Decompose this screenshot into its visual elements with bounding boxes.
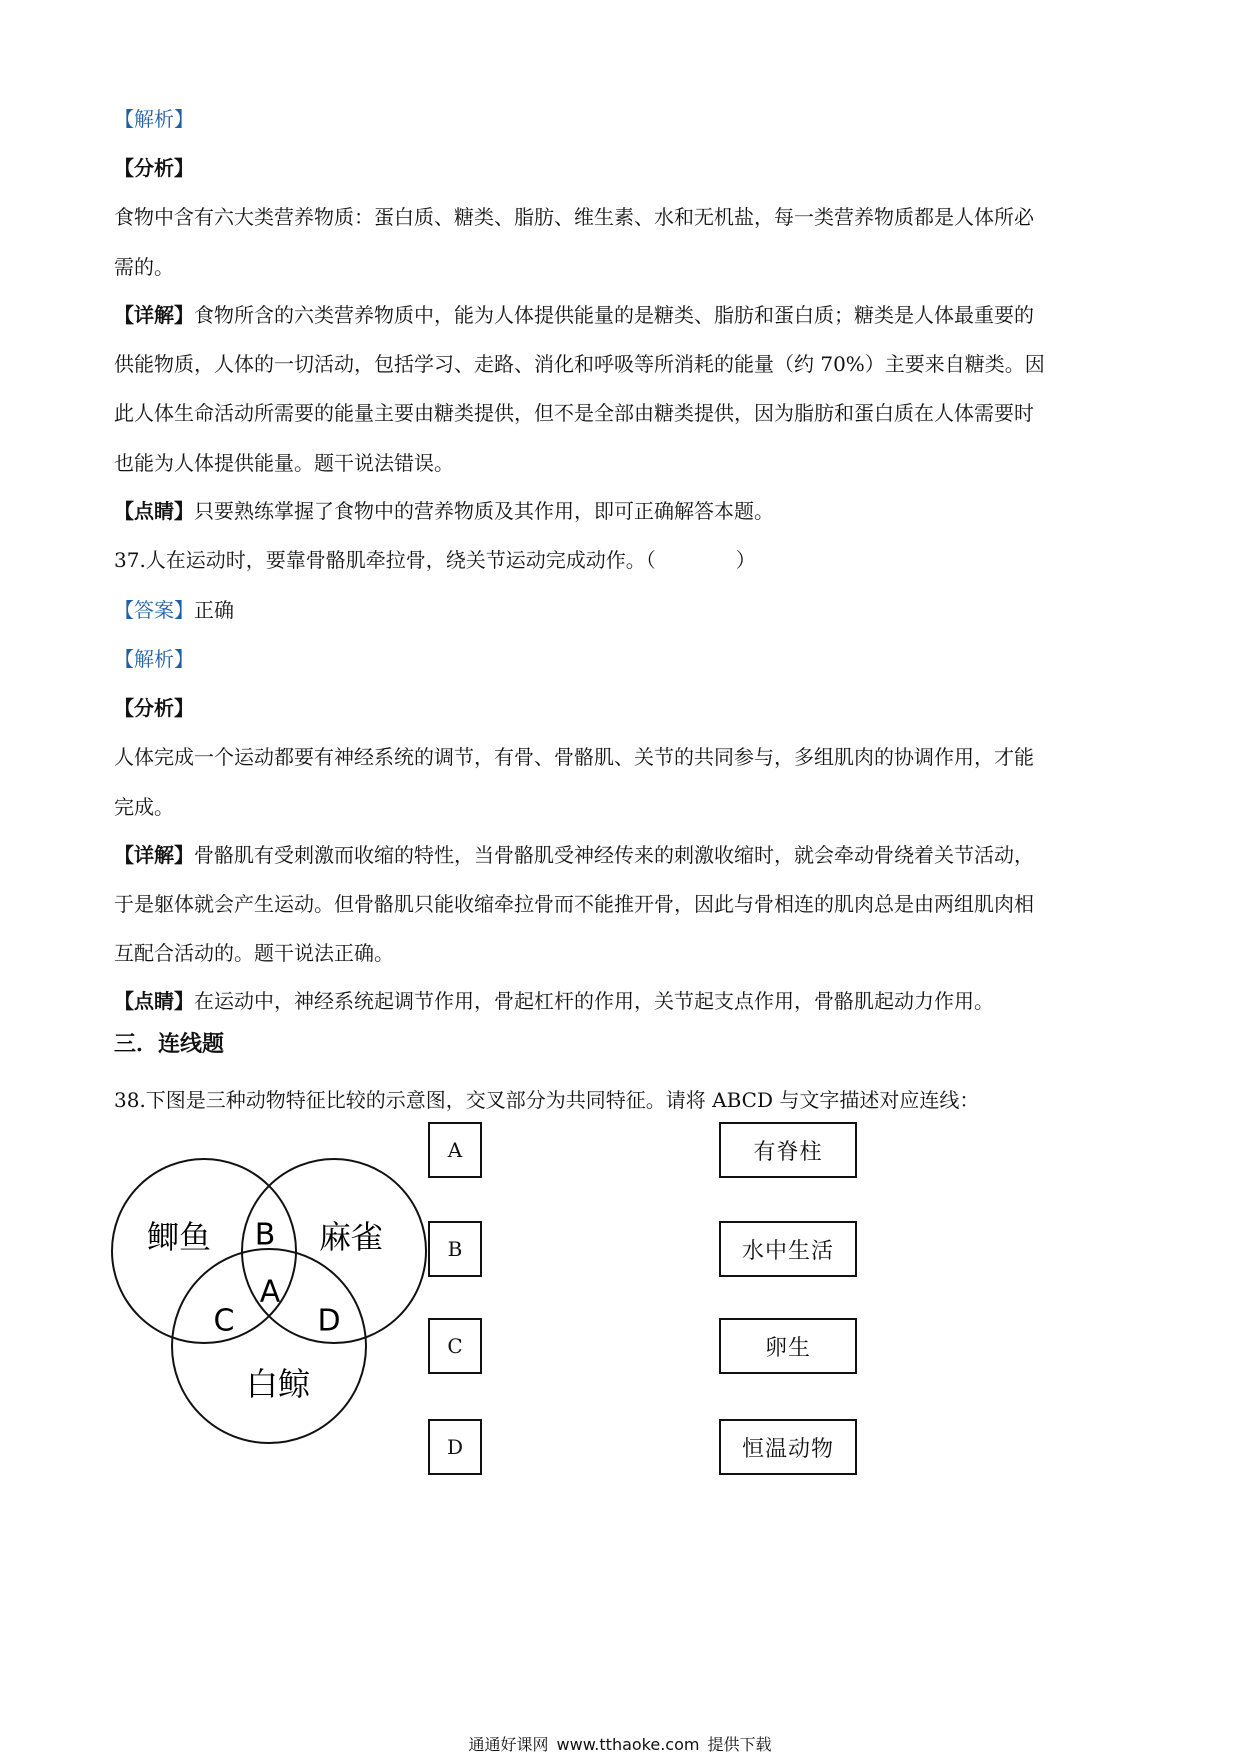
q36-xiangjie-line4: 也能为人体提供能量。题干说法错误。 [114, 451, 454, 475]
letter-box-a[interactable]: A [428, 1122, 482, 1178]
q37-answer: 正确 [194, 598, 234, 622]
footer-url[interactable]: www.tthaoke.com [556, 1735, 700, 1754]
q36-xiangjie-tag: 【详解】 [114, 303, 194, 327]
section-title: 三．连线题 [114, 1032, 225, 1057]
letter-box-b[interactable]: B [428, 1221, 482, 1277]
q36-dianjing-tag: 【点睛】 [114, 499, 194, 523]
q37-xiangjie-text1: 骨骼肌有受刺激而收缩的特性，当骨骼肌受神经传来的刺激收缩时，就会牵动骨绕着关节活动， [194, 843, 1034, 867]
q37-answer-tag: 【答案】 [114, 598, 194, 622]
q37-dianjing-text: 在运动中，神经系统起调节作用，骨起杠杆的作用，关节起支点作用，骨骼肌起动力作用。 [194, 989, 994, 1013]
q36-xiangjie-line2: 供能物质，人体的一切活动，包括学习、走路、消化和呼吸等所消耗的能量（约 70%）主要来自糖类。因 [114, 352, 1045, 376]
q36-xiangjie-line3: 此人体生命活动所需要的能量主要由糖类提供，但不是全部由糖类提供，因为脂肪和蛋白质在人体需要时 [114, 401, 1034, 425]
venn-diagram [106, 1150, 436, 1460]
q37-jiexi-heading: 【解析】 [114, 647, 194, 671]
venn-region-d: D [317, 1303, 341, 1339]
desc-box-aquatic[interactable]: 水中生活 [719, 1221, 857, 1277]
q36-jiexi-heading: 【解析】 [114, 107, 194, 131]
letter-box-d[interactable]: D [428, 1419, 482, 1475]
q37-fenxi-line1: 人体完成一个运动都要有神经系统的调节，有骨、骨骼肌、关节的共同参与，多组肌肉的协调作用，才能 [114, 745, 1034, 769]
q36-xiangjie-line1 [114, 302, 1034, 328]
q36-dianjing-line [114, 498, 774, 524]
q37-xiangjie-tag: 【详解】 [114, 843, 194, 867]
q37-fenxi-line2: 完成。 [114, 795, 174, 819]
q37-answer-line [114, 597, 234, 623]
q37-xiangjie-line1 [114, 842, 1034, 868]
venn-label-animal2: 麻雀 [318, 1218, 384, 1256]
letter-box-c[interactable]: C [428, 1318, 482, 1374]
desc-box-vertebrae[interactable]: 有脊柱 [719, 1122, 857, 1178]
q37-xiangjie-line3: 互配合活动的。题干说法正确。 [114, 941, 394, 965]
q37-xiangjie-line2: 于是躯体就会产生运动。但骨骼肌只能收缩牵拉骨而不能推开骨，因此与骨相连的肌肉总是由两组肌肉相 [114, 892, 1034, 916]
footer-suffix: 提供下载 [707, 1735, 772, 1754]
venn-region-c: C [213, 1303, 235, 1339]
q37-question: 37.人在运动时，要靠骨骼肌牵拉骨，绕关节运动完成动作。（ ） [114, 548, 756, 572]
desc-box-oviparous[interactable]: 卵生 [719, 1318, 857, 1374]
venn-region-b: B [254, 1217, 276, 1253]
venn-region-a: A [259, 1274, 281, 1310]
venn-label-animal3: 白鲸 [245, 1365, 311, 1403]
q36-fenxi-line1: 食物中含有六大类营养物质：蛋白质、糖类、脂肪、维生素、水和无机盐，每一类营养物质都是人体所必 [114, 205, 1034, 229]
footer-site-name: 通通好课网 [468, 1735, 549, 1754]
q36-xiangjie-text1: 食物所含的六类营养物质中，能为人体提供能量的是糖类、脂肪和蛋白质；糖类是人体最重要的 [194, 303, 1034, 327]
page-footer [0, 1732, 1240, 1755]
q37-dianjing-tag: 【点睛】 [114, 989, 194, 1013]
q36-dianjing-text: 只要熟练掌握了食物中的营养物质及其作用，即可正确解答本题。 [194, 499, 774, 523]
q36-fenxi-heading: 【分析】 [114, 156, 194, 180]
q37-fenxi-heading: 【分析】 [114, 696, 194, 720]
q37-dianjing-line [114, 988, 994, 1014]
q36-fenxi-line2: 需的。 [114, 255, 174, 279]
desc-box-warm-blooded[interactable]: 恒温动物 [719, 1419, 857, 1475]
q38-question: 38.下图是三种动物特征比较的示意图，交叉部分为共同特征。请将 ABCD 与文字描述对应连线： [114, 1088, 980, 1112]
venn-label-animal1: 鲫鱼 [146, 1218, 212, 1256]
